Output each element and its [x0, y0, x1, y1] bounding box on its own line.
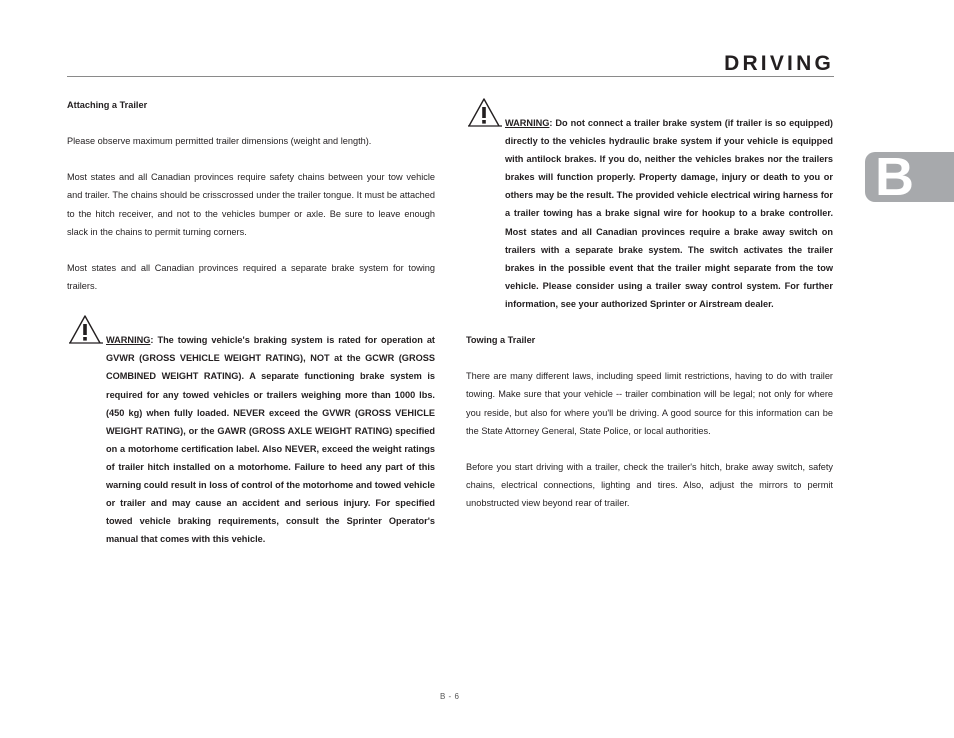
paragraph: Most states and all Canadian provinces require safety chains between your tow vehicle and trailer. The chains should be crisscrossed under the trailer tongue. It must be attached to the hitch receiver, and not to the vehicles bumper or axle. Be sure to leave enough slack in the chains to permit turning corners.: [67, 172, 435, 237]
left-warning-block: [67, 331, 435, 548]
warning-label: WARNING: [106, 335, 151, 346]
paragraph: Most states and all Canadian provinces required a separate brake system for towing trailers.: [67, 262, 435, 291]
paragraph: Please observe maximum permitted trailer dimensions (weight and length).: [67, 136, 372, 147]
right-warning-block: [466, 114, 833, 313]
warning-triangle-icon: [466, 96, 502, 128]
paragraph: There are many different laws, including speed limit restrictions, having to do with trailer towing. Make sure that your vehicle -- trailer combination will be legal; not only for where you reside, but also for where you'll be driving. A good source for this information can be the State Attorney General, State Police, or local authorities.: [466, 371, 833, 436]
attaching-trailer-heading: Attaching a Trailer: [67, 100, 148, 110]
header-divider: [67, 76, 834, 77]
warning-triangle-icon: [67, 313, 103, 345]
right-column: [466, 114, 833, 512]
page-number: B - 6: [440, 692, 460, 701]
paragraph: Before you start driving with a trailer, check the trailer's hitch, brake away switch, safety chains, electrical connections, lighting and tires. Also, adjust the mirrors to permit unobstructed view beyond rear of trailer.: [466, 461, 833, 508]
warning-text: : Do not connect a trailer brake system (if trailer is so equipped) directly to the vehicles hydraulic brake system if your vehicle is equipped with antilock brakes. If you do, neither the vehicles brakes nor the trailers brakes will function properly. Property damage, injury or death to you or others may be the result. The provided vehicle electrical wiring harness for a trailer towing has a brake signal wire for hookup to a brake controller. Most states and all Canadian provinces require a brake away switch on trailers with a separate brake system. The switch activates the trailer brakes in the possible event that the trailer might separate from the tow vehicle. Please consider using a trailer sway control system. For further information, see your authorized Sprinter or Airstream dealer.: [505, 118, 833, 309]
chapter-tab: [865, 147, 954, 207]
towing-trailer-heading: Towing a Trailer: [466, 335, 536, 346]
section-title: DRIVING: [724, 52, 834, 75]
chapter-tab-letter: B: [875, 147, 914, 207]
warning-text: : The towing vehicle's braking system is rated for operation at GVWR (GROSS VEHICLE WEIGHT RATING), NOT at the GCWR (GROSS COMBINED WEIGHT RATING). A separate functioning brake system is required for any towed vehicles or trailers weighing more than 1000 lbs. (450 kg) when fully loaded. NEVER exceed the GVWR (GROSS VEHICLE WEIGHT RATING), or the GAWR (GROSS AXLE WEIGHT RATING) specified on a motorhome certification label. Also NEVER, exceed the weight ratings of trailer hitch installed on a motorhome. Failure to heed any part of this warning could result in loss of control of the motorhome and towed vehicle or trailer and may cause an accident and serious injury. For specified towed vehicle braking requirements, consult the Sprinter Operator's manual that comes with this vehicle.: [106, 335, 435, 545]
left-column: [67, 96, 435, 548]
warning-label: WARNING: [505, 118, 550, 128]
